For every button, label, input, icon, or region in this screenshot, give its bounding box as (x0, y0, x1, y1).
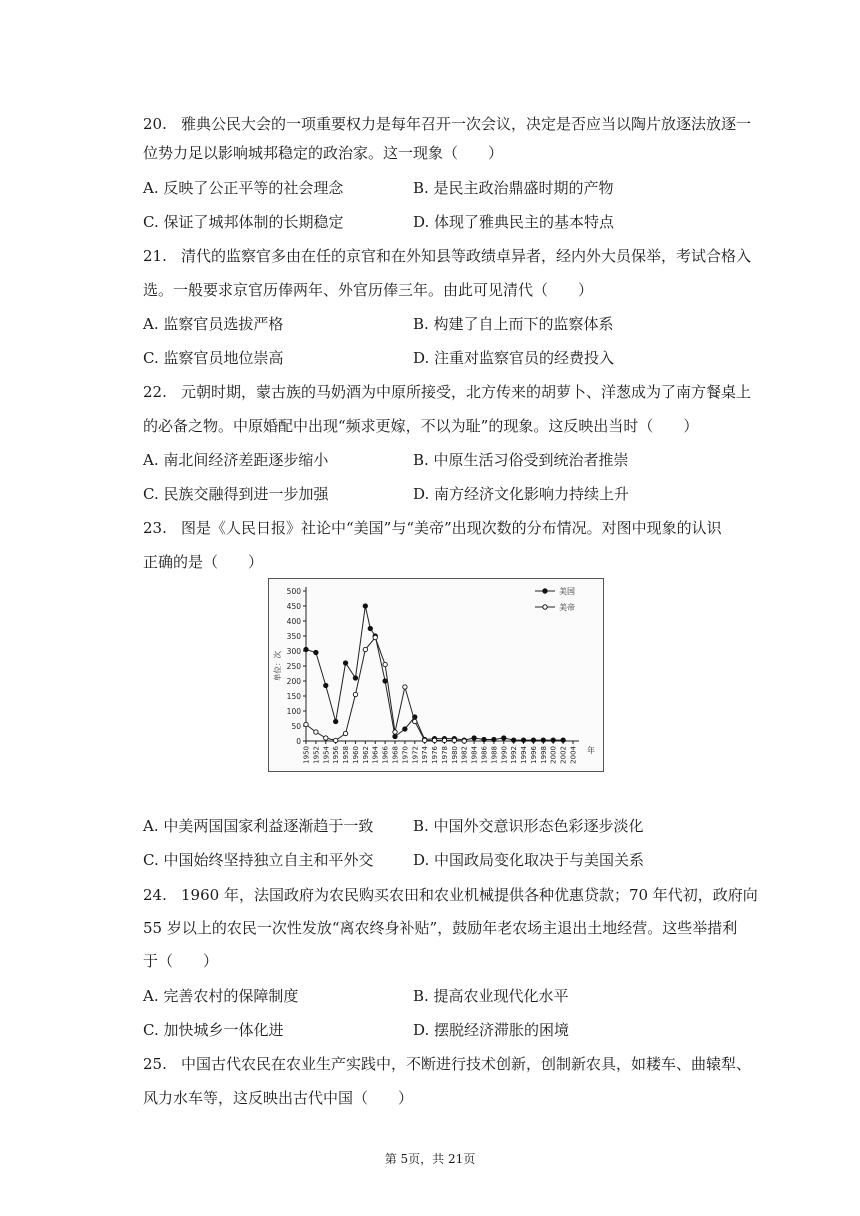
y-tick-label: 400 (286, 617, 301, 626)
data-point-hollow (383, 662, 387, 666)
option-c[interactable]: C. 中国始终坚持独立自主和平外交 (143, 851, 374, 869)
y-tick-label: 50 (291, 722, 301, 731)
x-tick-label: 1952 (312, 746, 321, 764)
data-point-filled (492, 737, 496, 741)
y-tick-label: 100 (286, 707, 301, 716)
data-point-hollow (353, 692, 357, 696)
x-axis-label: 年 (587, 746, 595, 755)
data-point-filled (561, 738, 565, 742)
question-text: 于（ ） (143, 952, 219, 970)
data-point-hollow (413, 719, 417, 723)
legend-marker (543, 605, 547, 609)
question-20-line-1 (143, 114, 751, 134)
question-23-line-2 (143, 552, 263, 572)
question-text: 元朝时期，蒙古族的马奶酒为中原所接受，北方传来的胡萝卜、洋葱成为了南方餐桌上 (181, 383, 752, 401)
x-tick-label: 1998 (539, 746, 548, 764)
data-point-hollow (393, 730, 397, 734)
option-b[interactable]: B. 是民主政治鼎盛时期的产物 (413, 179, 614, 197)
legend-marker (543, 589, 547, 593)
data-point-filled (521, 738, 525, 742)
y-tick-label: 0 (296, 737, 301, 746)
option-d[interactable]: D. 南方经济文化影响力持续上升 (413, 485, 630, 503)
y-tick-label: 500 (286, 587, 301, 596)
data-point-filled (343, 661, 347, 665)
y-tick-label: 350 (286, 632, 301, 641)
data-point-filled (551, 738, 555, 742)
question-number: 23. (143, 519, 167, 537)
data-point-filled (531, 738, 535, 742)
data-point-filled (502, 736, 506, 740)
x-tick-label: 1966 (381, 746, 390, 764)
x-tick-label: 1976 (431, 746, 440, 764)
x-tick-label: 1954 (322, 746, 331, 764)
data-point-hollow (452, 738, 456, 742)
x-tick-label: 1974 (421, 746, 430, 764)
data-point-hollow (432, 738, 436, 742)
data-point-filled (333, 719, 337, 723)
data-point-hollow (333, 738, 337, 742)
question-text: 清代的监察官多由在任的京官和在外知县等政绩卓异者，经内外大员保举，考试合格入 (181, 247, 752, 265)
question-23-line-1 (143, 518, 722, 538)
question-20-line-2 (143, 143, 503, 163)
page-footer: 第 5页，共 21页 (384, 1152, 476, 1166)
question-22-line-2 (143, 416, 698, 436)
data-point-filled (472, 736, 476, 740)
data-point-hollow (403, 685, 407, 689)
question-text: 风力水车等，这反映出古代中国（ ） (143, 1089, 414, 1107)
data-point-hollow (373, 635, 377, 639)
x-tick-label: 1958 (342, 746, 351, 764)
data-point-filled (314, 650, 318, 654)
option-a[interactable]: A. 监察官员选拔严格 (143, 315, 284, 333)
data-point-filled (368, 626, 372, 630)
option-a[interactable]: A. 南北间经济差距逐步缩小 (143, 451, 329, 469)
option-c[interactable]: C. 加快城乡一体化进 (143, 1021, 284, 1039)
y-tick-label: 200 (286, 677, 301, 686)
chart-series (304, 604, 566, 743)
data-point-hollow (462, 739, 466, 743)
chart-figure (268, 578, 604, 772)
series-line-2 (306, 638, 464, 742)
y-tick-label: 150 (286, 692, 301, 701)
data-point-hollow (363, 647, 367, 651)
x-tick-label: 1980 (450, 746, 459, 764)
x-tick-label: 1984 (470, 746, 479, 764)
data-point-filled (324, 683, 328, 687)
x-tick-label: 1960 (351, 746, 360, 764)
question-25-line-1 (143, 1054, 751, 1074)
option-b[interactable]: B. 中国外交意识形态色彩逐步淡化 (413, 817, 644, 835)
question-24-line-3 (143, 951, 218, 971)
x-tick-label: 1972 (411, 746, 420, 764)
question-21-line-1 (143, 246, 751, 266)
y-tick-label: 250 (286, 662, 301, 671)
question-text: 中国古代农民在农业生产实践中，不断进行技术创新，创制新农具，如耧车、曲辕犁、 (181, 1055, 752, 1073)
x-tick-label: 2002 (559, 746, 568, 764)
chart-legend (535, 586, 575, 612)
data-point-filled (393, 734, 397, 738)
data-point-filled (353, 676, 357, 680)
x-tick-label: 2000 (549, 746, 558, 764)
question-number: 21. (143, 247, 167, 265)
x-tick-label: 1990 (500, 746, 509, 764)
question-25-line-2 (143, 1088, 413, 1108)
y-tick-label: 300 (286, 647, 301, 656)
x-tick-label: 1994 (520, 746, 529, 764)
data-point-filled (482, 737, 486, 741)
data-point-filled (403, 727, 407, 731)
option-d[interactable]: D. 摆脱经济滞胀的困境 (413, 1021, 570, 1039)
option-a[interactable]: A. 反映了公正平等的社会理念 (143, 179, 344, 197)
option-d[interactable]: D. 中国政局变化取决于与美国关系 (413, 851, 645, 869)
x-tick-label: 1978 (440, 746, 449, 764)
x-tick-label: 1982 (460, 746, 469, 764)
y-axis-label: 单位：次 (273, 651, 282, 681)
question-number: 20. (143, 115, 167, 133)
x-tick-label: 1988 (490, 746, 499, 764)
option-c[interactable]: C. 保证了城邦体制的长期稳定 (143, 213, 344, 231)
question-text: 选。一般要求京官历俸两年、外官历俸三年。由此可见清代（ ） (143, 281, 594, 299)
option-b[interactable]: B. 提高农业现代化水平 (413, 987, 569, 1005)
x-tick-label: 2004 (569, 746, 578, 764)
legend-label: 美国 (559, 587, 575, 596)
question-text: 1960 年，法国政府为农民购买农田和农业机械提供各种优惠贷款；70 年代初，政府向 (181, 886, 758, 904)
legend-label: 美帝 (559, 603, 575, 612)
question-text: 55 岁以上的农民一次性发放“离农终身补贴”，鼓励年老农场主退出土地经营。这些举措利 (143, 919, 738, 937)
question-text: 正确的是（ ） (143, 553, 264, 571)
x-tick-label: 1996 (529, 746, 538, 764)
data-point-hollow (422, 738, 426, 742)
question-number: 25. (143, 1055, 167, 1073)
data-point-hollow (343, 731, 347, 735)
option-a[interactable]: A. 中美两国国家利益逐渐趋于一致 (143, 817, 374, 835)
question-21-line-2 (143, 280, 593, 300)
y-tick-label: 450 (286, 602, 301, 611)
option-a[interactable]: A. 完善农村的保障制度 (143, 987, 299, 1005)
x-tick-label: 1964 (371, 746, 380, 764)
data-point-filled (541, 738, 545, 742)
question-text: 图是《人民日报》社论中“美国”与“美帝”出现次数的分布情况。对图中现象的认识 (181, 519, 722, 537)
line-chart (269, 579, 603, 771)
question-number: 22. (143, 383, 167, 401)
data-point-filled (363, 604, 367, 608)
data-point-hollow (314, 730, 318, 734)
x-tick-label: 1970 (401, 746, 410, 764)
option-c[interactable]: C. 监察官员地位崇高 (143, 349, 284, 367)
question-24-line-1 (143, 885, 758, 905)
data-point-hollow (442, 738, 446, 742)
option-b[interactable]: B. 构建了自上而下的监察体系 (413, 315, 614, 333)
option-c[interactable]: C. 民族交融得到进一步加强 (143, 485, 329, 503)
x-tick-label: 1992 (510, 746, 519, 764)
option-b[interactable]: B. 中原生活习俗受到统治者推崇 (413, 451, 629, 469)
data-point-filled (383, 679, 387, 683)
question-22-line-1 (143, 382, 751, 402)
x-tick-label: 1986 (480, 746, 489, 764)
question-text: 的必备之物。中原婚配中出现“频求更嫁，不以为耻”的现象。这反映出当时（ ） (143, 417, 699, 435)
data-point-filled (304, 647, 308, 651)
option-d[interactable]: D. 体现了雅典民主的基本特点 (413, 213, 615, 231)
x-tick-label: 1968 (391, 746, 400, 764)
series-line-1 (306, 606, 563, 740)
question-text: 位势力足以影响城邦稳定的政治家。这一现象（ ） (143, 144, 504, 162)
x-tick-label: 1956 (332, 746, 341, 764)
data-point-filled (511, 738, 515, 742)
x-tick-label: 1950 (302, 746, 311, 764)
data-point-hollow (324, 736, 328, 740)
question-number: 24. (143, 886, 167, 904)
x-tick-label: 1962 (361, 746, 370, 764)
question-text: 雅典公民大会的一项重要权力是每年召开一次会议，决定是否应当以陶片放逐法放逐一 (181, 115, 752, 133)
question-24-line-2 (143, 918, 737, 938)
option-d[interactable]: D. 注重对监察官员的经费投入 (413, 349, 615, 367)
data-point-hollow (304, 722, 308, 726)
